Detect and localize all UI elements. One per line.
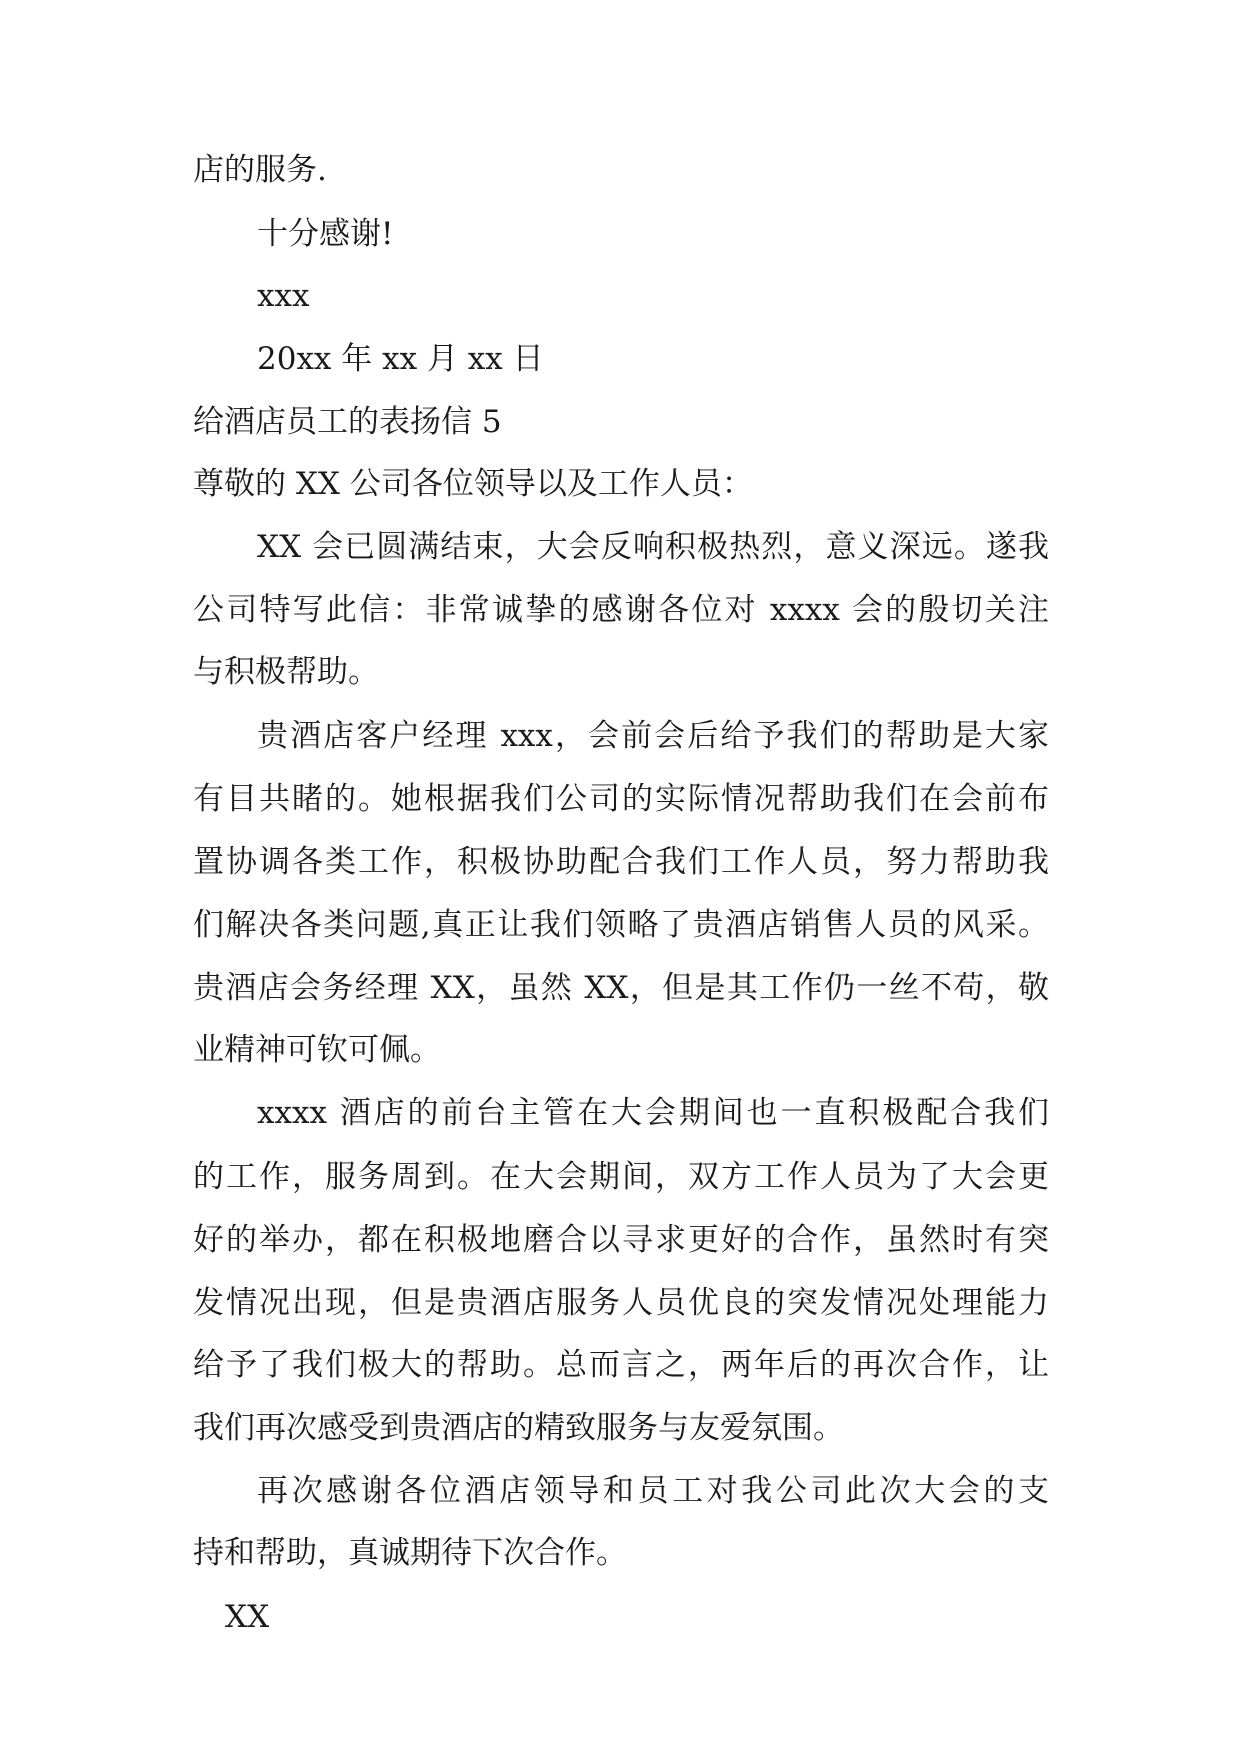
text-line: 持和帮助，真诚期待下次合作。	[193, 1535, 627, 1571]
text-line: 好的举办，都在积极地磨合以寻求更好的合作，虽然时有突	[193, 1222, 1049, 1258]
text-line: xxxx 酒店的前台主管在大会期间也一直积极配合我们	[257, 1095, 1049, 1131]
text-line: 给予了我们极大的帮助。总而言之，两年后的再次合作，让	[193, 1347, 1049, 1383]
text-line: 业精神可钦可佩。	[193, 1032, 441, 1068]
text-line: 发情况出现，但是贵酒店服务人员优良的突发情况处理能力	[193, 1285, 1049, 1321]
text-line: 的工作，服务周到。在大会期间，双方工作人员为了大会更	[193, 1159, 1049, 1195]
text-line: 贵酒店客户经理 xxx，会前会后给予我们的帮助是大家	[257, 718, 1049, 754]
text-line: 贵酒店会务经理 XX，虽然 XX，但是其工作仍一丝不苟，敬	[193, 970, 1049, 1006]
signature: XX	[225, 1599, 270, 1635]
text-line: 再次感谢各位酒店领导和员工对我公司此次大会的支	[257, 1473, 1049, 1509]
text-line: 十分感谢!	[257, 216, 394, 252]
text-line: 公司特写此信：非常诚挚的感谢各位对 xxxx 会的殷切关注	[193, 592, 1049, 628]
text-line: 与积极帮助。	[193, 654, 379, 690]
text-line: XX 会已圆满结束，大会反响积极热烈，意义深远。遂我	[257, 529, 1049, 565]
text-line: 店的服务.	[193, 152, 327, 188]
salutation: 尊敬的 XX 公司各位领导以及工作人员：	[193, 466, 753, 502]
text-line: 有目共睹的。她根据我们公司的实际情况帮助我们在会前布	[193, 781, 1049, 817]
text-line: 置协调各类工作，积极协助配合我们工作人员，努力帮助我	[193, 844, 1049, 880]
section-title: 给酒店员工的表扬信 5	[193, 404, 502, 440]
text-line: 20xx 年 xx 月 xx 日	[257, 341, 544, 377]
text-line: 我们再次感受到贵酒店的精致服务与友爱氛围。	[193, 1410, 844, 1446]
text-line: xxx	[257, 278, 310, 314]
text-line: 们解决各类问题,真正让我们领略了贵酒店销售人员的风采。	[193, 907, 1049, 943]
